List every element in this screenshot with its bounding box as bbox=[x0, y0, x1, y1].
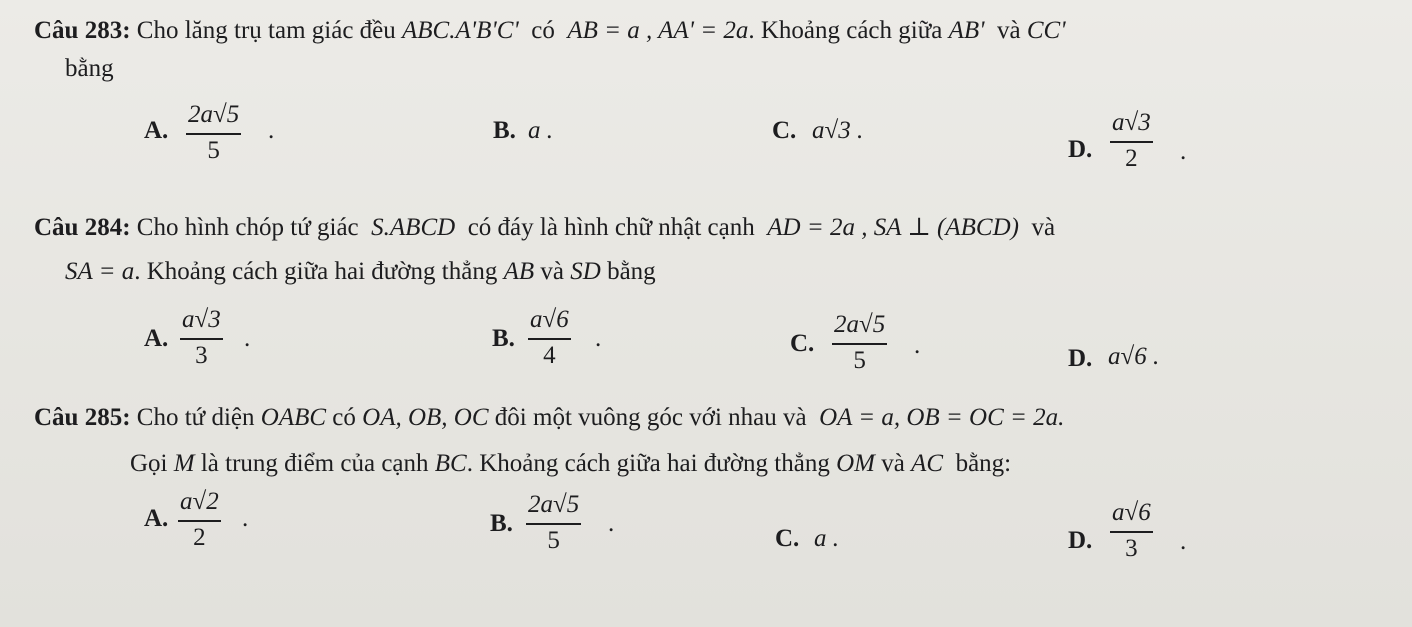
q284-option-b-period: . bbox=[595, 325, 602, 352]
q285-tetrahedron: OABC bbox=[260, 404, 327, 431]
q285-option-c-value: a . bbox=[814, 525, 839, 552]
q284-number: Câu 284: bbox=[34, 214, 131, 241]
q285-option-d-fraction bbox=[1110, 498, 1153, 565]
q285-text4: là trung điểm của cạnh bbox=[200, 450, 429, 477]
q284-stem-line1 bbox=[34, 213, 1055, 243]
q284-option-c-denominator: 5 bbox=[853, 347, 866, 374]
q283-number: Câu 283: bbox=[34, 17, 131, 44]
q285-edge-bc: BC bbox=[434, 450, 467, 477]
q283-option-a-fraction bbox=[186, 100, 241, 167]
q284-option-b-fraction bbox=[528, 305, 571, 372]
q285-stem-line2 bbox=[130, 449, 1011, 479]
q283-prism: ABC.A'B'C' bbox=[402, 17, 519, 44]
q285-goi: Gọi bbox=[130, 450, 168, 477]
q285-option-a-denominator: 2 bbox=[193, 524, 206, 551]
q285-option-a-label: A. bbox=[144, 505, 169, 532]
q285-va: và bbox=[881, 450, 905, 477]
q284-cond: AD = 2a , SA ⊥ (ABCD) bbox=[767, 214, 1019, 241]
q283-seg1: AB' bbox=[948, 17, 985, 44]
q285-edges: OA, OB, OC bbox=[362, 404, 489, 431]
q284-va: và bbox=[1031, 214, 1056, 241]
q285-option-c-label: C. bbox=[775, 525, 800, 552]
q283-option-d-denominator: 2 bbox=[1125, 145, 1138, 172]
q284-text3: . Khoảng cách giữa hai đường thẳng bbox=[134, 258, 498, 285]
q284-va2: và bbox=[540, 258, 564, 285]
q284-option-a-label: A. bbox=[144, 325, 169, 352]
q285-option-b-label: B. bbox=[490, 510, 513, 537]
q283-option-c-value: a√3 . bbox=[812, 117, 864, 144]
q284-option-c-period: . bbox=[914, 332, 921, 359]
q283-option-d-period: . bbox=[1180, 138, 1187, 165]
q285-text1: Cho tứ diện bbox=[136, 404, 255, 431]
q285-option-d-denominator: 3 bbox=[1125, 535, 1138, 562]
q283-seg2: CC' bbox=[1026, 17, 1066, 44]
q285-bang: bằng: bbox=[955, 450, 1012, 477]
q283-stem-line1 bbox=[34, 16, 1066, 46]
q283-text2: . Khoảng cách giữa bbox=[748, 17, 943, 44]
q285-point-m: M bbox=[173, 450, 195, 477]
q284-option-a-denominator: 3 bbox=[195, 342, 208, 369]
q285-option-b-numerator: 2a√5 bbox=[526, 490, 581, 525]
q285-option-d-label: D. bbox=[1068, 527, 1093, 554]
q284-bang: bằng bbox=[607, 258, 656, 285]
q284-option-a-period: . bbox=[244, 325, 251, 352]
q283-option-c-label: C. bbox=[772, 117, 797, 144]
q283-va: và bbox=[997, 17, 1021, 44]
q283-option-a-numerator: 2a√5 bbox=[186, 100, 241, 135]
q284-option-d-value: a√6 . bbox=[1108, 343, 1160, 370]
q285-text5: . Khoảng cách giữa hai đường thẳng bbox=[466, 450, 830, 477]
q285-option-d-period: . bbox=[1180, 528, 1187, 555]
q284-sa-eq: SA = a bbox=[65, 258, 135, 285]
q284-text1: Cho hình chóp tứ giác bbox=[136, 214, 359, 241]
q285-line-ac: AC bbox=[911, 450, 944, 477]
q284-option-a-numerator: a√3 bbox=[180, 305, 223, 340]
q283-text1: Cho lăng trụ tam giác đều bbox=[136, 17, 396, 44]
q284-option-c-numerator: 2a√5 bbox=[832, 310, 887, 345]
q284-option-b-denominator: 4 bbox=[543, 342, 556, 369]
q285-cond: OA = a, OB = OC = 2a. bbox=[819, 404, 1065, 431]
q285-text2: có bbox=[332, 404, 356, 431]
q285-option-a-period: . bbox=[242, 505, 249, 532]
q284-option-b-numerator: a√6 bbox=[528, 305, 571, 340]
q284-text2: có đáy là hình chữ nhật cạnh bbox=[467, 214, 755, 241]
q284-line-ab: AB bbox=[503, 258, 535, 285]
q283-co: có bbox=[531, 17, 555, 44]
q283-option-a-label: A. bbox=[144, 117, 169, 144]
q283-option-d-label: D. bbox=[1068, 136, 1093, 163]
q284-line-sd: SD bbox=[570, 258, 601, 285]
q283-cond: AB = a , AA' = 2a bbox=[567, 17, 749, 44]
q284-option-b-label: B. bbox=[492, 325, 515, 352]
q284-option-d-label: D. bbox=[1068, 345, 1093, 372]
q283-option-a-period: . bbox=[268, 117, 275, 144]
q285-option-b-denominator: 5 bbox=[547, 527, 560, 554]
q285-stem-line1 bbox=[34, 403, 1064, 433]
q285-option-d-numerator: a√6 bbox=[1110, 498, 1153, 533]
q283-option-b-label: B. bbox=[493, 117, 516, 144]
q285-option-b-period: . bbox=[608, 510, 615, 537]
q285-option-b-fraction bbox=[526, 490, 581, 557]
q284-pyramid: S.ABCD bbox=[371, 214, 456, 241]
q285-number: Câu 285: bbox=[34, 404, 131, 431]
q283-option-d-numerator: a√3 bbox=[1110, 108, 1153, 143]
q285-option-a-fraction bbox=[178, 487, 221, 554]
q285-text3: đôi một vuông góc với nhau và bbox=[494, 404, 807, 431]
q283-option-d-fraction bbox=[1110, 108, 1153, 175]
q283-option-b-value: a . bbox=[528, 117, 553, 144]
q285-option-a-numerator: a√2 bbox=[178, 487, 221, 522]
q283-option-a-denominator: 5 bbox=[207, 137, 220, 164]
q284-option-c-fraction bbox=[832, 310, 887, 377]
q284-option-a-fraction bbox=[180, 305, 223, 372]
q284-stem-line2 bbox=[65, 257, 656, 287]
q285-line-om: OM bbox=[836, 450, 875, 477]
q284-option-c-label: C. bbox=[790, 330, 815, 357]
q283-stem-line2: bằng bbox=[65, 55, 114, 82]
